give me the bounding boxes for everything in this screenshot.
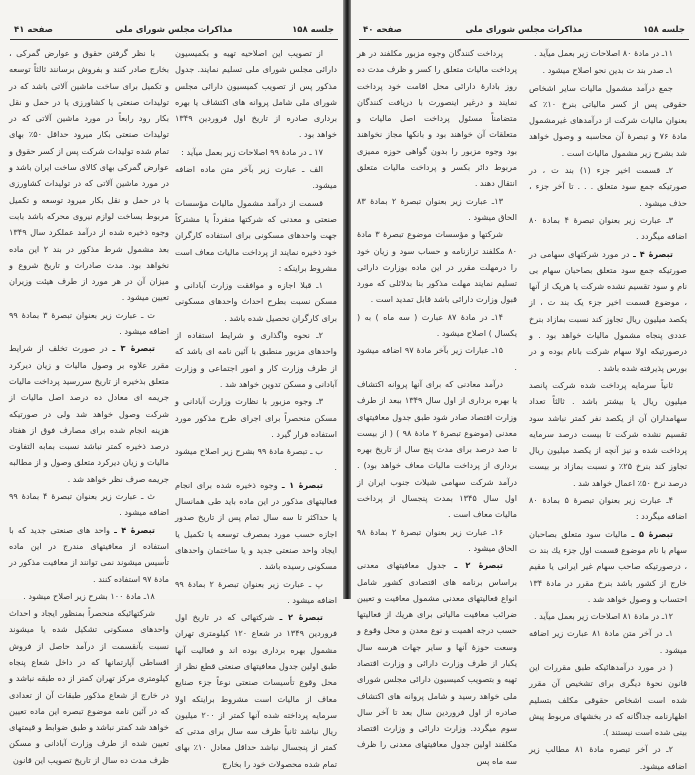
paragraph (357, 376, 517, 523)
paragraph (529, 80, 687, 161)
paragraph (357, 342, 517, 375)
text-column-left (357, 45, 517, 770)
paragraph-text: ۳ـ وجوه مزبور با نظارت وزارت آبادانی و مسکن منحصراً برای اجرای طرح مذکور مورد استفاده قرار گیرد . (175, 396, 337, 439)
paragraph-text: واحد های صنعتی جدید که با استفاده از معافیتهای مندرج در این ماده تأسیس میشوند نمی توانند از معافیت مذکور در مادهٔ ۹۷ استفاده کنند . (9, 524, 169, 584)
paragraph-text: درآمد معادنی که برای آنها پروانه اکتشاف یا بهره برداری از اول سال ۱۳۴۹ ببعد از طرف وزارت اقتصاد صادر شود طبق جدول معافیتهای معدنی (موضوع تبصرهٔ ۲ مادهٔ ۹۸ ) ( از بیست تا صد درصد برای مدت پنج سال از تاریخ بهره برداری از پرداخت مالیات معاف خواهد بود) . درآمد شرکت سهامی شیلات جنوب ایران از اول سال ۱۳۴۵ بمدت پنجسال از پرداخت مالیات معاف است . (357, 378, 517, 520)
text-column-right (175, 45, 337, 773)
paragraph-text: ۳ـ عبارت زیر بعنوان تبصرهٔ ۴ بمادهٔ ۸۰ اضافه میگردد . (529, 214, 687, 242)
paragraph (9, 45, 169, 306)
note-heading: تبصرهٔ ۳ ـ (112, 343, 156, 354)
paragraph-text: ۱۷ ـ در مادهٔ ۹۹ اصلاحات زیر بعمل میآید : (181, 146, 323, 157)
paragraph (9, 605, 169, 768)
paragraph-text: شرکتهائی که در تاریخ اول فروردین ۱۳۴۹ در شعاع ۱۲۰ کیلومتری تهران مشمول بهره برداری بوده اند و فعالیت آنها طبق اولین جدول معافیتهای صنعتی قطع نظر از محل وقوع تأسیسات صنعتی نوعاً جزء صنایع معاف از مالیات است مشروط براینکه اولا سرمایه پرداخته شده آنها کمتر از ۲۰۰ میلیون ریال نباشد ثانیاً ظرف سه سال برای مدتی که کمتر از پنجسال نباشد حداقل معادل ۱۰٪ بهای تمام شده محصولات خود را بخارج (175, 612, 337, 769)
paragraph (529, 492, 687, 525)
text-column-left (9, 45, 169, 769)
paragraph (175, 144, 337, 160)
paragraph (529, 659, 687, 740)
paragraph-text: ۱۶ـ عبارت زیر بعنوان تبصرهٔ ۲ بمادهٔ ۹۸ الحاق میشود . (357, 526, 517, 553)
book-binding (343, 0, 351, 599)
paragraph-text: ۱ـ قبلا اجازه و موافقت وزارت آبادانی و مسکن نسبت بطرح احداث واحدهای مسکونی برای کارگران تحصیل شده باشد . (175, 280, 337, 323)
paragraph-text: در صورت تخلف از شرایط مقرر علاوه بر وصول مالیات و زیان دیرکرد متعلق بذخیره از تاریخ سررسید پرداخت مالیات جریمه ای معادل ده درصد اصل مالیات از شرکت وصول خواهد شد ولی در صورتیکه هزینه انجام شده برای مصارف فوق از هفتاد درصد ذخیره کمتر نباشد نسبت بمابه التفاوت مالیات و زیان دیرکرد متعلق وصول و از مطالبه جریمه صرف نظر خواهد شد . (9, 343, 169, 484)
paragraph (529, 625, 687, 658)
paragraph-text: ۱۸ـ مادهٔ ۱۰۰ بشرح زیر اصلاح میشود . (23, 590, 155, 601)
text-column-right (529, 45, 687, 775)
paragraph-text: با نظر گرفتن حقوق و عوارض گمرکی ، بخارج صادر کنند و بفروش برسانند ثالثاً توسعه و تکمیل برای ساخت ماشین آلاتی باشد که در تولیدات صنعتی یا کشاورزی یا در حمل و نقل بکار رود رابعاً در مورد ماشین آلاتی که در تولیدات صنعتی بکار میرود حداقل ۵۰٪ بهای تمام شده تولیدات شرکت پس از کسر حقوق و عوارض گمرکی بهای کالای ساخت ایران باشد و در مورد ماشین آلاتی که در تولیدات کشاورزی یا در حمل و نقل بکار میرود توسعه و تکمیل مربوط بساخت لوازم نیروی محرکه باشد بابت وجوه ذخیره شده از درآمد عملکرد سال ۱۳۴۹ بعد مشمول شرط مذکور در بند ۲ این ماده نخواهد بود. مدت صادرات و تاریخ شروع و میزان آن در هر مورد از طرف هیئت وزیران تعیین میشود . (9, 48, 169, 303)
paragraph-text: ۱۱ـ در مادهٔ ۸۰ اصلاحات زیر بعمل میآید . (533, 48, 673, 58)
paragraph-text: قسمت از درآمد مشمول مالیات مؤسسات صنعتی و معدنی که شرکتها منفرداً یا مشترکاً جهت واحدهای مسکونی برای استفاده کارگران خود ذخیره نمایند از پرداخت مالیات معاف است مشروط براینکه : (175, 197, 337, 273)
paragraph-text: ۱ـ صدر بند ت بدین نحو اصلاح میشود . (542, 65, 673, 76)
note-heading: تبصرهٔ ۴ ـ (633, 248, 673, 259)
paragraph-text: در مورد شرکتهای سهامی در صورتیکه جمع سود متعلق بصاحبان سهام بی نام و سود تقسیم نشده شرکت یا هریک از آنها ، موضوع قسمت اخیر جزء یک بند ت ، از یکصد میلیون ریال تجاوز کند نسبت بمازاد بنرخ عددی پنجاه مشمول مالیات خواهد بود . و درصورتیکه اولا سهام شرکت بانام بوده و در بورس پذیرفته شده باشد . (529, 248, 687, 373)
paragraph-text: ت ـ عبارت زیر بعنوان تبصرهٔ ۳ بمادهٔ ۹۹ اضافه میشود . (9, 309, 169, 337)
note-paragraph (529, 526, 687, 607)
note-heading: تبصرهٔ ۱ ـ (281, 479, 323, 490)
note-heading: تبصرهٔ ۴ ـ (114, 524, 155, 535)
paragraph (175, 161, 337, 194)
paragraph-text: ( در مورد درآمدهائیکه طبق مقررات این قانون نحوهٔ دیگری برای تشخیص آن مقرر شده است اشخاص حقوقی مکلف بتسلیم اظهارنامه جداگانه که در بخشهای مربوط پیش بینی شده است نیستند ). (529, 661, 687, 738)
paragraph-text: شرکتهائیکه منحصراً بمنظور ایجاد و احداث واحدهای مسکونی تشکیل شده یا میشوند نسبت بآنقسمت از درآمد حاصل از فروش اقساطی آپارتمانها که در داخل شعاع پنجاه کیلومتری مرکز تهران کمتر از ده طبقه نباشد و در خارج از شعاع مذکور طبقات آن از تعدادی که در آئین نامه موضوع تبصره این ماده تعیین خواهد شد کمتر نباشد و طبق ضوابط و قیمتهای تعیین شده از طرف وزارت آبادانی و مسکن ظرف مدت ده سال از تاریخ تصویب این قانون (9, 608, 169, 765)
paragraph (529, 62, 687, 78)
paragraph-text: ۱ـ در آخر متن مادهٔ ۸۱ عبارت زیر اضافه میشود . (529, 628, 687, 655)
paragraph-text: جدول معافیتهای معدنی براساس برنامه های اقتصادی کشور شامل انواع فعالیتهای معدنی مشمول معافیت و تعیین ضرائب معافیت مالیاتی برای هریك از فعالیتها حسب درجه اهمیت و نوع معدن و محل وقوع و وسعت حوزهٔ آنها و سایر جهات هرسه سال یکبار از طرف وزارت دارائی و وزارت اقتصاد تهیه و بتصویب کمیسیون دارائی مجلس شورای ملی خواهد رسید و شامل پروانه های اکتشاف صادره از اول فروردین سال بعد تا آخر سال سوم میگردد. وزارت دارائی و وزارت اقتصاد مکلفند اولین جدول معافیتهای معدنی را ظرف سه ماه پس (357, 560, 517, 766)
paragraph (357, 45, 517, 192)
paragraph (529, 45, 687, 61)
paragraph-text: از تصویب این اصلاحیه تهیه و بکمیسیون دارائی مجلس شورای ملی تسلیم نمایند. جدول مذکور پس از تصویب کمیسیون دارائی مجلس شورای ملی شامل پروانه های اکتشاف یا بهره برداری صادره از تاریخ اول فروردین ۱۳۴۹ خواهد بود . (175, 48, 337, 140)
paragraph-text: ۱۴ـ در مادهٔ ۸۷ عبارت ( سه ماه ) به ( یکسال ) اصلاح میشود . (357, 311, 517, 339)
paragraph-text: مالیات سود متعلق بصاحبان سهام با نام موضوع قسمت اول جزء یك بند ت ، درصورتیکه صاحب سهام غیر ایرانی یا مقیم خارج از کشور باشد بنرخ مقرر در مادهٔ ۱۳۴ احتساب و وصول خواهد شد . (529, 528, 687, 604)
paragraph (529, 162, 687, 211)
note-paragraph (529, 246, 687, 376)
page-header (10, 25, 338, 40)
paragraph (529, 608, 687, 624)
paragraph-text: شرکتها و مؤسسات موضوع تبصرهٔ ۳ مادهٔ ۸۰ مکلفند ترازنامه و حساب سود و زیان خود را درمهلت مقرر در این ماده بوزارت دارائی تسلیم نمایند مهلت مذکور بنا بدلائلی که مورد قبول وزارت دارائی باشد قابل تمدید است . (357, 229, 517, 305)
note-paragraph (175, 477, 337, 575)
paragraph-text: ۴ـ عبارت زیر بعنوان تبصرهٔ ۵ بمادهٔ ۸۰ اضافه میگردد : (529, 495, 687, 522)
paragraph (9, 588, 169, 604)
paragraph-text: الف ـ عبارت زیر بآخر متن ماده اضافه میشود. (175, 164, 337, 191)
paragraph-text: ۲ـ در آخر تبصره مادهٔ ۸۱ مطالب زیر اضافه میشود. (529, 744, 687, 771)
paragraph (9, 488, 169, 521)
paragraph (529, 212, 687, 245)
paragraph-text: ۱۳ـ عبارت زیر بعنوان تبصرهٔ ۲ بمادهٔ ۸۳ الحاق میشود . (357, 195, 517, 222)
session-number: جلسه ۱۵۸ (292, 25, 334, 35)
page-header (359, 25, 689, 40)
paragraph (357, 309, 517, 342)
paragraph (529, 741, 687, 774)
note-paragraph (357, 557, 517, 769)
paragraph (175, 443, 337, 476)
paragraph (9, 307, 169, 340)
paragraph (357, 226, 517, 307)
paragraph-text: پ ـ عبارت زیر بعنوان تبصرهٔ ۲ بمادهٔ ۹۹ اضافه میشود . (175, 578, 337, 605)
paragraph (357, 193, 517, 226)
note-heading: تبصرهٔ ۲ ـ (454, 560, 503, 571)
paragraph-text: پرداخت کنندگان وجوه مزبور مکلفند در هر پرداخت مالیات متعلق را کسر و ظرف مدت ده روز بادارهٔ دارائی محل اقامت خود پرداخت نمایند و درغیر اینصورت با دریافت کنندگان متضامناً مسئول پرداخت اصل مالیات و متعلقات آن خواهند بود و بانکها مجاز نخواهند بود وجوه مزبور را بدون گواهی حوزه ممیزی مربوط دائر بکسر و پرداخت مالیات متعلق انتقال دهند . (357, 48, 517, 189)
paragraph (175, 277, 337, 326)
session-number: جلسه ۱۵۸ (643, 25, 685, 35)
publication-title: مذاکرات مجلس شورای ملی (465, 25, 583, 35)
right-page (351, 0, 695, 771)
paragraph (529, 377, 687, 491)
page-number: صفحه ۴۱ (14, 25, 53, 35)
paragraph (175, 45, 337, 143)
page-number: صفحه ۴۰ (363, 25, 402, 35)
note-heading: تبصرهٔ ۵ ـ (631, 528, 673, 539)
note-paragraph (9, 522, 169, 587)
paragraph-text: ۲ـ نحوه واگذاری و شرایط استفاده از واحدهای مزبور منطبق با آئین نامه ای باشد که از طرف وزارت کار و امور اجتماعی و وزارت آبادانی و مسکن تدوین خواهد شد . (175, 330, 337, 389)
paragraph-text: ۱۲ـ در مادهٔ ۸۱ اصلاحات زیر بعمل میآید . (533, 611, 673, 622)
left-page (0, 0, 343, 769)
paragraph-text: وجوه ذخیره شده برای انجام فعالیتهای مذکور در این ماده باید طی همانسال یا حداکثر تا سه سال تمام پس از تاریخ صدور اجازه حسب مورد بمصرف توسعه یا تکمیل یا ایجاد واحد صنعتی جدید و یا ساختمان واحدهای مسکونی رسیده باشد . (175, 479, 337, 572)
paragraph-text: ب ـ تبصرهٔ مادهٔ ۹۹ بشرح زیر اصلاح میشود . (175, 446, 337, 473)
note-paragraph (9, 340, 169, 487)
paragraph-text: ۱۵ـ عبارات زیر بآخر مادهٔ ۹۷ اضافه میشود . (357, 345, 517, 372)
paragraph (175, 327, 337, 392)
paragraph-text: جمع درآمد مشمول مالیات سایر اشخاص حقوقی پس از کسر مالیاتی بنرخ ۱۰٪ که بعنوان مالیات شرکت از درآمدهای غیرمشمول مادهٔ ۷۶ و تبصرهٔ آن محاسبه و وصول خواهد شد بشرح زیر مشمول مالیات است . (529, 82, 687, 158)
paragraph (175, 576, 337, 609)
paragraph (175, 195, 337, 276)
paragraph (357, 524, 517, 557)
paragraph-text: ۲ـ قسمت اخیر جزء (۱) بند ت ، در صورتیکه جمع سود متعلق . . . تا آخر جزء ، حذف میشود . (529, 165, 687, 208)
publication-title: مذاکرات مجلس شورای ملی (115, 25, 233, 35)
note-paragraph (175, 609, 337, 772)
paragraph (175, 393, 337, 442)
note-heading: تبصرهٔ ۲ ـ (279, 612, 323, 623)
paragraph-text: ث ـ عبارت زیر بعنوان تبصرهٔ ۴ بمادهٔ ۹۹ اضافه میشود . (9, 491, 169, 518)
paragraph-text: ثانیاً سرمایه پرداخت شده شرکت پانصد میلیون ریال یا بیشتر باشد . ثالثاً تعداد سهامداران آن از یکصد نفر کمتر نباشد سود تقسیم نشده شرکت تا بیست درصد سرمایه پرداخت شده و نیز آنچه از یکصد میلیون ریال تجاوز کند بنرخ ۲۵٪ و نسبت بمازاد بر بیست درصد نرخ ۵۰٪ اعمال خواهد شد . (529, 379, 687, 488)
